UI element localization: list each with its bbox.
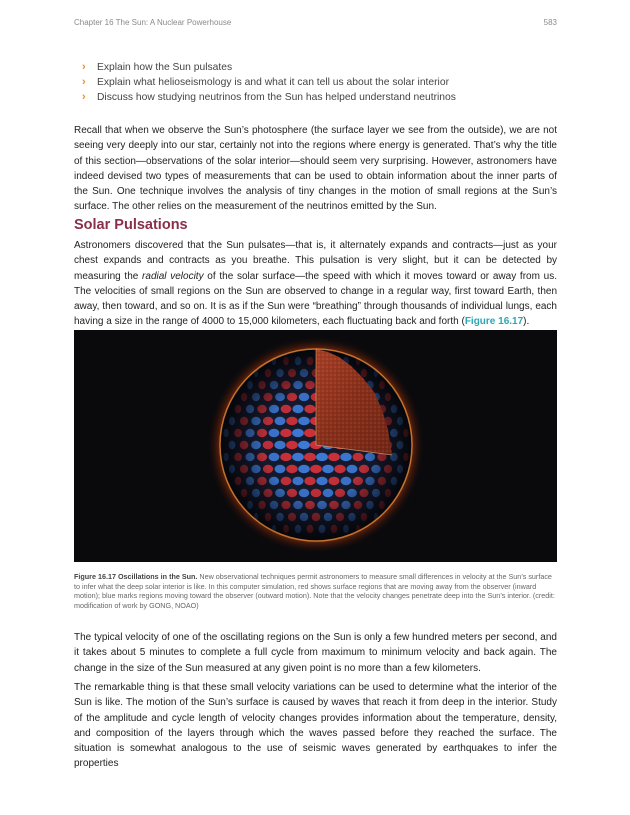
sun-oscillation-figure xyxy=(74,330,557,562)
pulsations-paragraph: Astronomers discovered that the Sun pulsates—that is, it alternately expands and contracts—just as your chest expands and contracts as you breathe. This pulsation is very slight, but it can be detected by measuring the radial velocity of the solar surface—the speed with which it moves toward or away from us. The velocities of small regions on the Sun are observed to change in a regular way, first toward Earth, then away, then toward, and so on. It is as if the Sun were “breathing” through thousands of individual lungs, each having a size in the range of 4000 to 15,000 kilometers, each fluctuating back and forth (Figure 16.17). xyxy=(74,240,557,328)
oscillation-surface xyxy=(220,349,412,541)
chevron-right-icon: › xyxy=(82,61,86,73)
sun-oscillation-image xyxy=(74,330,557,562)
figure-caption xyxy=(74,572,557,610)
section-title: Solar Pulsations xyxy=(74,217,188,233)
chapter-title: Chapter 16 The Sun: A Nuclear Powerhouse xyxy=(74,18,232,27)
chevron-right-icon: › xyxy=(82,76,86,89)
caption-label: Figure 16.17 Oscillations in the Sun. xyxy=(74,572,198,581)
page-number: 583 xyxy=(543,18,557,27)
remarkable-paragraph: The remarkable thing is that these small velocity variations can be used to determine what the interior of the Sun is like. The motion of the Sun’s surface is caused by waves that reach it from deep in the interior. Study of the amplitude and cycle length of velocity changes provides information about the temperature, density, and composition of the layers through which the waves passed before they reached the surface. The situation is somewhat analogous to the use of seismic waves generated by earthquakes to infer the properties xyxy=(74,682,557,770)
chevron-right-icon: › xyxy=(82,91,86,104)
objective-item: › Explain what helioseismology is and what it can tell us about the solar interior xyxy=(82,75,552,90)
figure-link[interactable]: Figure 16.17 xyxy=(464,316,524,328)
page-header xyxy=(74,18,557,27)
caption-text: New observational techniques permit astronomers to measure small differences in velocity at the Sun’s surface to infer what the deep solar interior is like. In this computer simulation, red shows surface regions that are moving away from the observer (inward motion); blue marks regions moving toward the observer (outward motion). Note that the velocity changes penetrate deep into the Sun’s interior. (credit: modification of work by GONG, NOAO) xyxy=(74,572,555,610)
velocity-paragraph: The typical velocity of one of the oscillating regions on the Sun is only a few hundred meters per second, and it takes about 5 minutes to complete a full cycle from maximum to minimum velocity and back again. The change in the size of the Sun measured at any given point is no more than a few kilometers. xyxy=(74,632,557,674)
intro-paragraph: Recall that when we observe the Sun’s photosphere (the surface layer we see from the outside), we are not seeing very deeply into our star, certainly not into the regions where energy is generated. That’s why the title of this section—observations of the solar interior—should seem very surprising. However, astronomers have indeed devised two types of measurements that can be used to obtain information about the inner parts of the Sun. One technique involves the analysis of tiny changes in the motion of small regions at the Sun’s surface. The other relies on the measurement of the neutrinos emitted by the Sun. xyxy=(74,125,557,213)
objective-item: › Discuss how studying neutrinos from the Sun has helped understand neutrinos xyxy=(82,90,552,105)
key-term: radial velocity xyxy=(142,270,204,282)
learning-objectives xyxy=(82,60,552,106)
objective-item: › Explain how the Sun pulsates xyxy=(82,60,552,75)
